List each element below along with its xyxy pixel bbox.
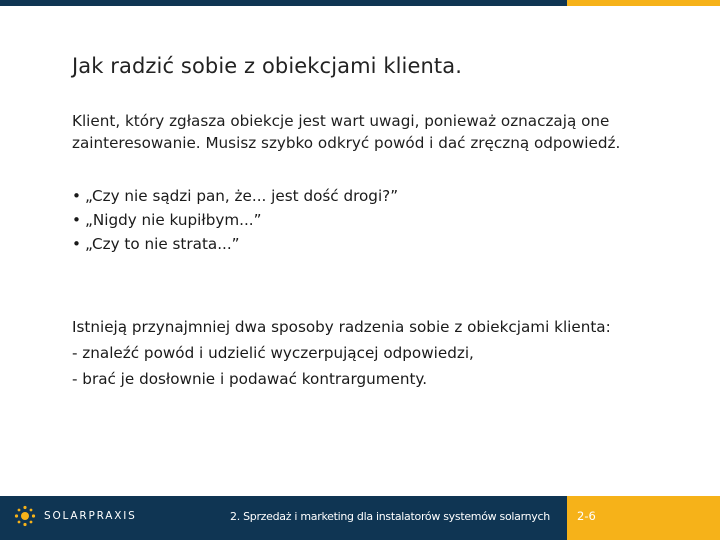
methods-item: - znaleźć powód i udzielić wyczerpującej odpowiedzi, (72, 344, 474, 362)
top-bar-accent (567, 0, 720, 6)
footer-caption: 2. Sprzedaż i marketing dla instalatorów systemów solarnych (230, 510, 550, 523)
list-item (72, 208, 672, 232)
methods-heading: Istnieją przynajmniej dwa sposoby radzenia sobie z obiekcjami klienta: (72, 318, 611, 336)
objection-list (72, 184, 672, 256)
list-item (72, 184, 672, 208)
bullet-icon: • (72, 235, 81, 253)
sun-icon (14, 505, 36, 527)
list-item-text: „Czy nie sądzi pan, że... jest dość drogi?” (85, 187, 399, 205)
list-item-text: „Nigdy nie kupiłbym...” (85, 211, 262, 229)
intro-paragraph: Klient, który zgłasza obiekcje jest wart uwagi, ponieważ oznaczają one zainteresowanie. Musisz szybko odkryć powód i dać zręczną odpowiedź. (72, 112, 621, 152)
list-item (72, 232, 672, 256)
methods-item: - brać je dosłownie i podawać kontrargumenty. (72, 370, 428, 388)
slide-title: Jak radzić sobie z obiekcjami klienta. (72, 54, 463, 78)
bullet-icon: • (72, 211, 81, 229)
slide-number: 2-6 (577, 509, 596, 523)
logo-text: SOLARPRAXIS (44, 510, 137, 522)
list-item-text: „Czy to nie strata...” (85, 235, 240, 253)
bullet-icon: • (72, 187, 81, 205)
methods-paragraph (72, 314, 692, 392)
solarpraxis-logo (14, 505, 137, 527)
